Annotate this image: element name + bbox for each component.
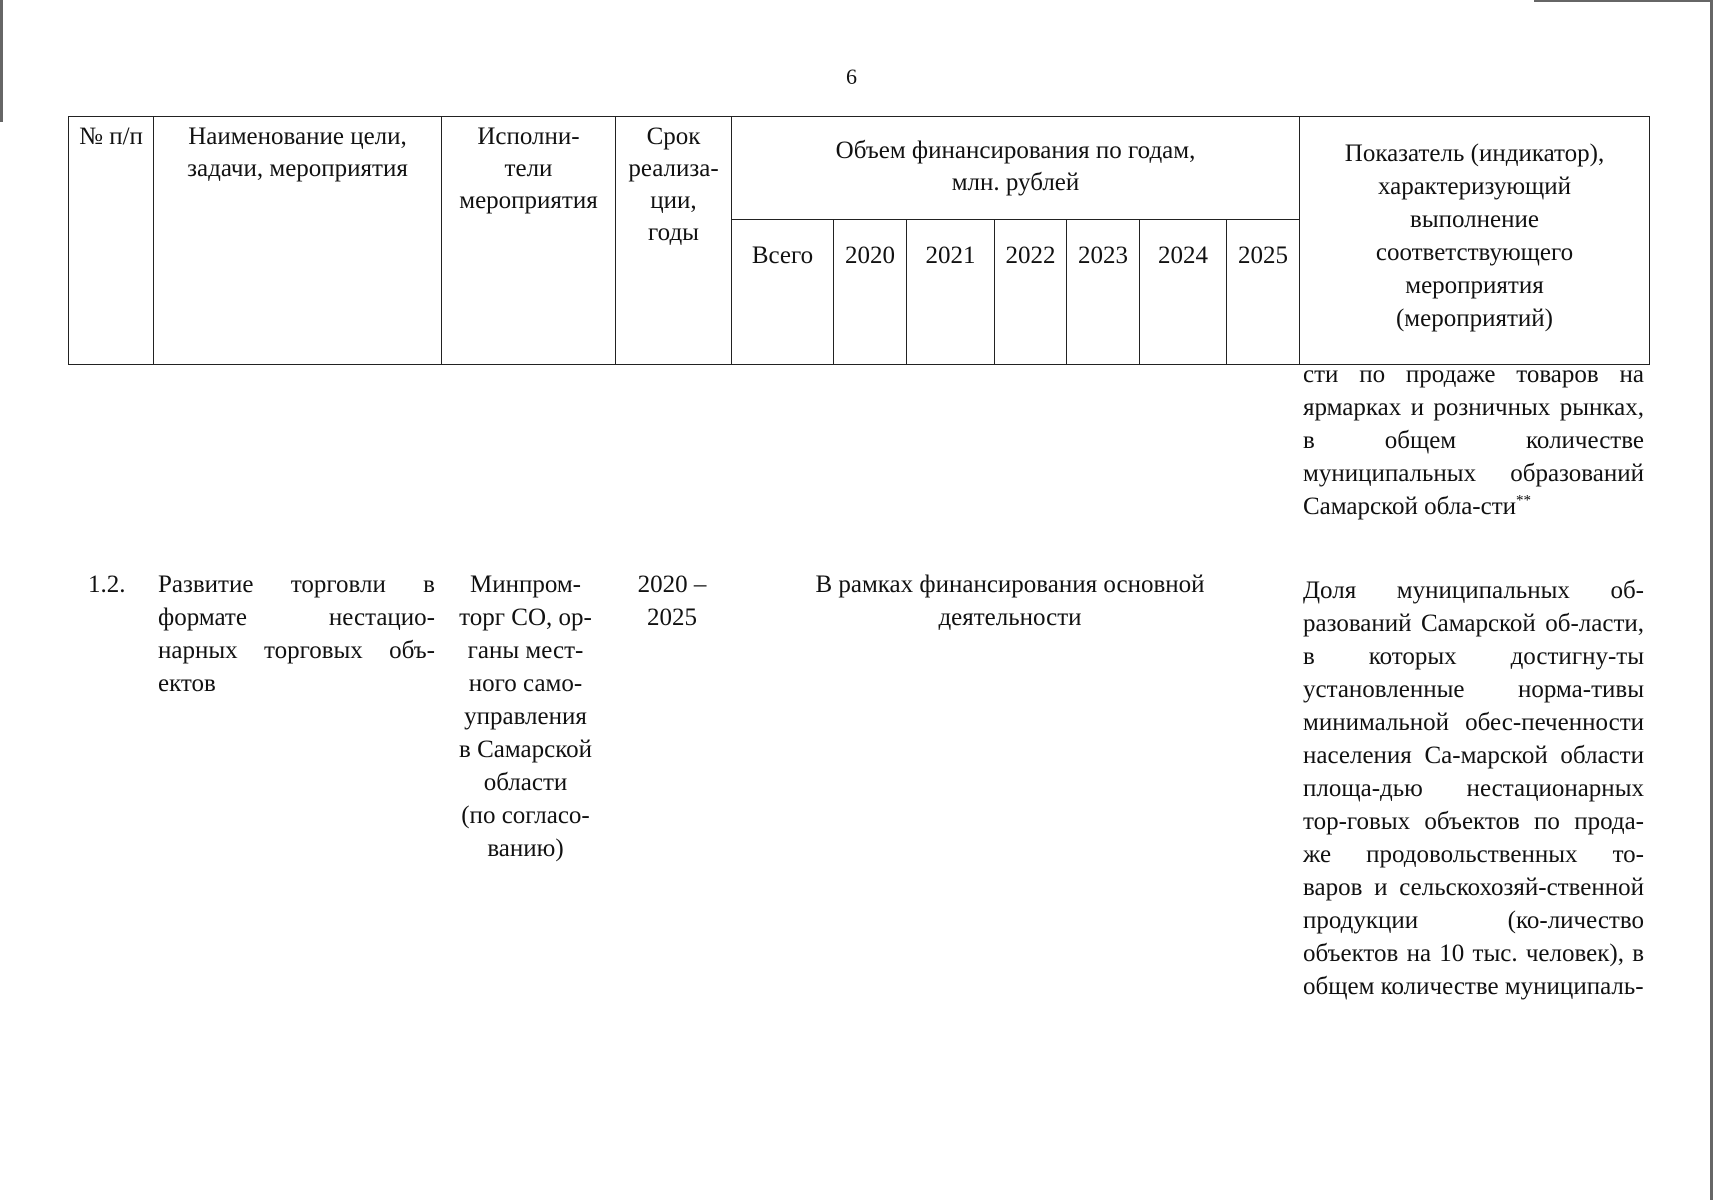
header-executors: Исполни- тели мероприятия (442, 117, 616, 365)
header-indicator: Показатель (индикатор), характеризующий выполнение соответствующего мероприятия (мероприятий) (1300, 117, 1650, 365)
continued-indicator-text: сти по продаже товаров на ярмарках и розничных рынках, в общем количестве муниципальных образований Самарской обла-сти (1303, 361, 1644, 520)
row-activity-name: Развитие торговли в формате нестацио-нарных торговых объ-ектов (158, 571, 435, 697)
row-indicator: Доля муниципальных об-разований Самарской об-ласти, в которых достигну-ты установленные норма-тивы минимальной обес-печенности населения Са-марской области площа-дью нестационарных тор-говых объектов по прода-же продовольственных то-варов и сельскохозяй-ственной продукции (ко-личество объектов на 10 тыс. человек), в общем количестве муниципаль- (1303, 577, 1644, 1000)
page-number: 6 (846, 64, 857, 89)
header-year-2024: 2024 (1140, 220, 1227, 365)
scan-border-top (1534, 0, 1713, 2)
header-year-2021: 2021 (907, 220, 995, 365)
row-executors: Минпром- торг СО, ор- ганы мест- ного само- управления в Самарской области (по согласо- ванию) (459, 571, 592, 862)
header-finance: Объем финансирования по годам, млн. рублей (732, 117, 1300, 220)
header-total: Всего (732, 220, 834, 365)
row-number: 1.2. (88, 571, 126, 598)
header-year-2020: 2020 (834, 220, 907, 365)
footnote-mark: ** (1516, 492, 1532, 509)
scan-border-left (0, 0, 3, 122)
row-term: 2020 – 2025 (637, 571, 707, 631)
header-num: № п/п (69, 117, 154, 365)
header-year-2022: 2022 (995, 220, 1067, 365)
continued-indicator (1303, 358, 1644, 523)
header-name: Наименование цели, задачи, мероприятия (154, 117, 442, 365)
header-term: Срок реализа- ции, годы (616, 117, 732, 365)
row-financing: В рамках финансирования основной деятельности (815, 571, 1205, 631)
header-year-2023: 2023 (1067, 220, 1140, 365)
table-header (68, 116, 1650, 365)
header-year-2025: 2025 (1227, 220, 1300, 365)
